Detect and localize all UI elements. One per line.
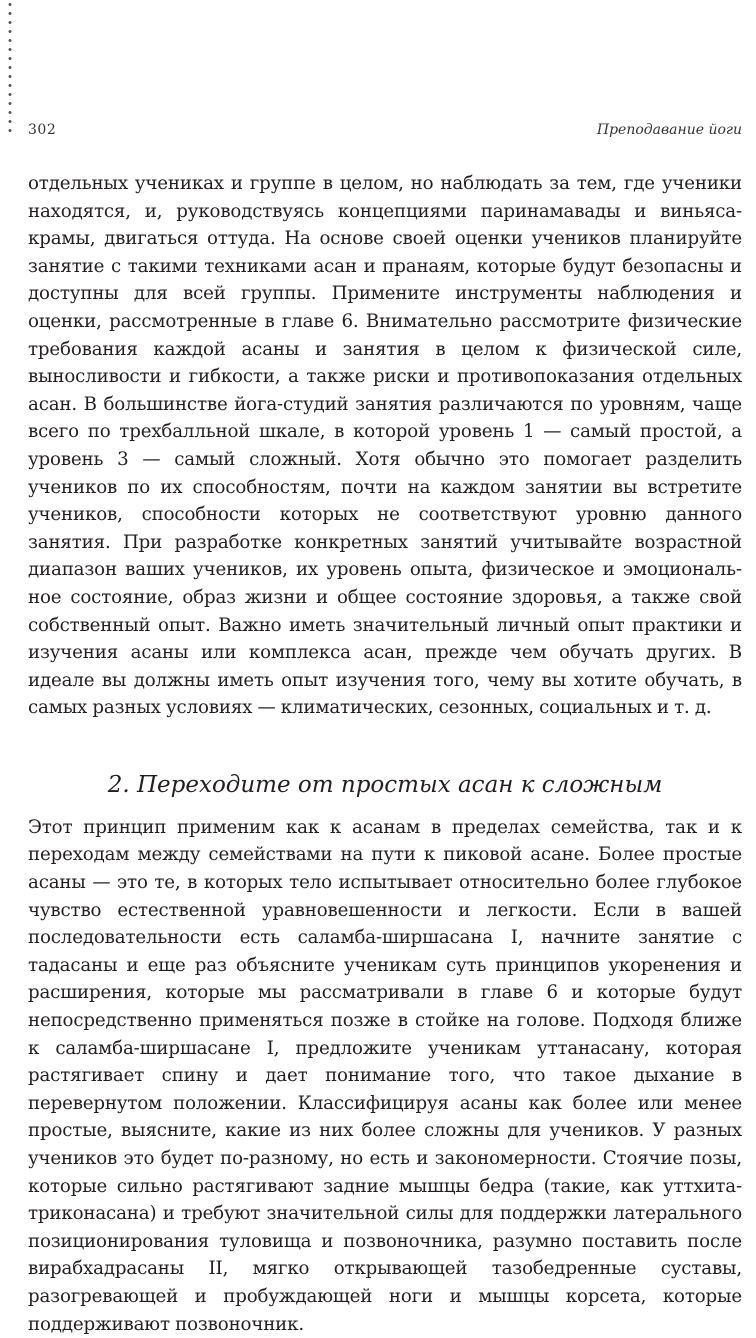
body-paragraph: Этот принцип применим как к асанам в пределах семейства, так и к переходам между семействами на пути к пиковой асане. Более простые асаны — это те, в которых тело испытывает относительно более глубокое чувство естественной уравновешенности и легкости. Если в вашей последовательности есть саламба-ширшасана I, начните занятие с тадасаны и еще раз объясните ученикам суть принципов укоренения и расширения, которые мы рассматривали в главе 6 и которые будут непосредственно применяться позже в стойке на голове. Подходя ближе к саламба-ширшасане I, предложите ученикам уттанасану, которая растягивает спину и дает понимание того, что такое дыхание в перевернутом положении. Классифицируя асаны как более или менее простые, выясните, какие из них более сложны для учеников. У разных учеников это будет по-разному, но есть и закономерности. Стоячие позы, которые сильно растягивают задние мышцы бедра (такие, как уттхита-триконасана) и требуют значительной силы для поддержки латерального позиционирования туловища и позвоночника, разумно поставить после вирабхадрасаны II, мягко открывающей тазобедренные суставы, разогревающей и пробуждающей ноги и мышцы корсета, которые поддерживают позвоночник. <box>28 816 742 1335</box>
page-number: 302 <box>28 122 57 138</box>
page-body <box>28 170 742 1338</box>
body-paragraph: отдельных учениках и группе в целом, но наблюдать за тем, где ученики находятся, и, руководствуясь концепциями паринамавады и виньяса-крамы, двигаться оттуда. На основе своей оценки учеников планируйте занятие с такими техниками асан и пранаям, которые будут безопасны и доступны для всей группы. Примените инструменты наблюдения и оценки, рассмотренные в главе 6. Внимательно рассмотрите физические требования каждой асаны и занятия в целом к физической силе, выносливости и гибкости, а также риски и противопоказания отдельных асан. В большинстве йога-студий занятия различаются по уровням, чаще всего по трехбалльной шкале, в которой уровень 1 — самый простой, а уровень 3 — самый сложный. Хотя обычно это помогает разделить учеников по их способностям, почти на каждом занятии вы встретите учеников, способности которых не соответствуют уровню данного занятия. При разработке конкретных занятий учитывайте возрастной диапазон ваших учеников, их уровень опыта, физическое и эмоциональное состояние, образ жизни и общее состояние здоровья, а также свой собственный опыт. Важно иметь значительный личный опыт практики и изучения асаны или комплекса асан, прежде чем обучать других. В идеале вы должны иметь опыт изучения того, чему вы хотите обучать, в самых разных условиях — климатических, сезонных, социальных и т. д. <box>28 173 742 719</box>
dotted-margin-rule <box>8 0 12 132</box>
page-header <box>28 122 742 144</box>
running-title: Преподавание йоги <box>596 122 742 138</box>
section-heading: 2. Переходите от простых асан к сложным <box>107 771 663 798</box>
